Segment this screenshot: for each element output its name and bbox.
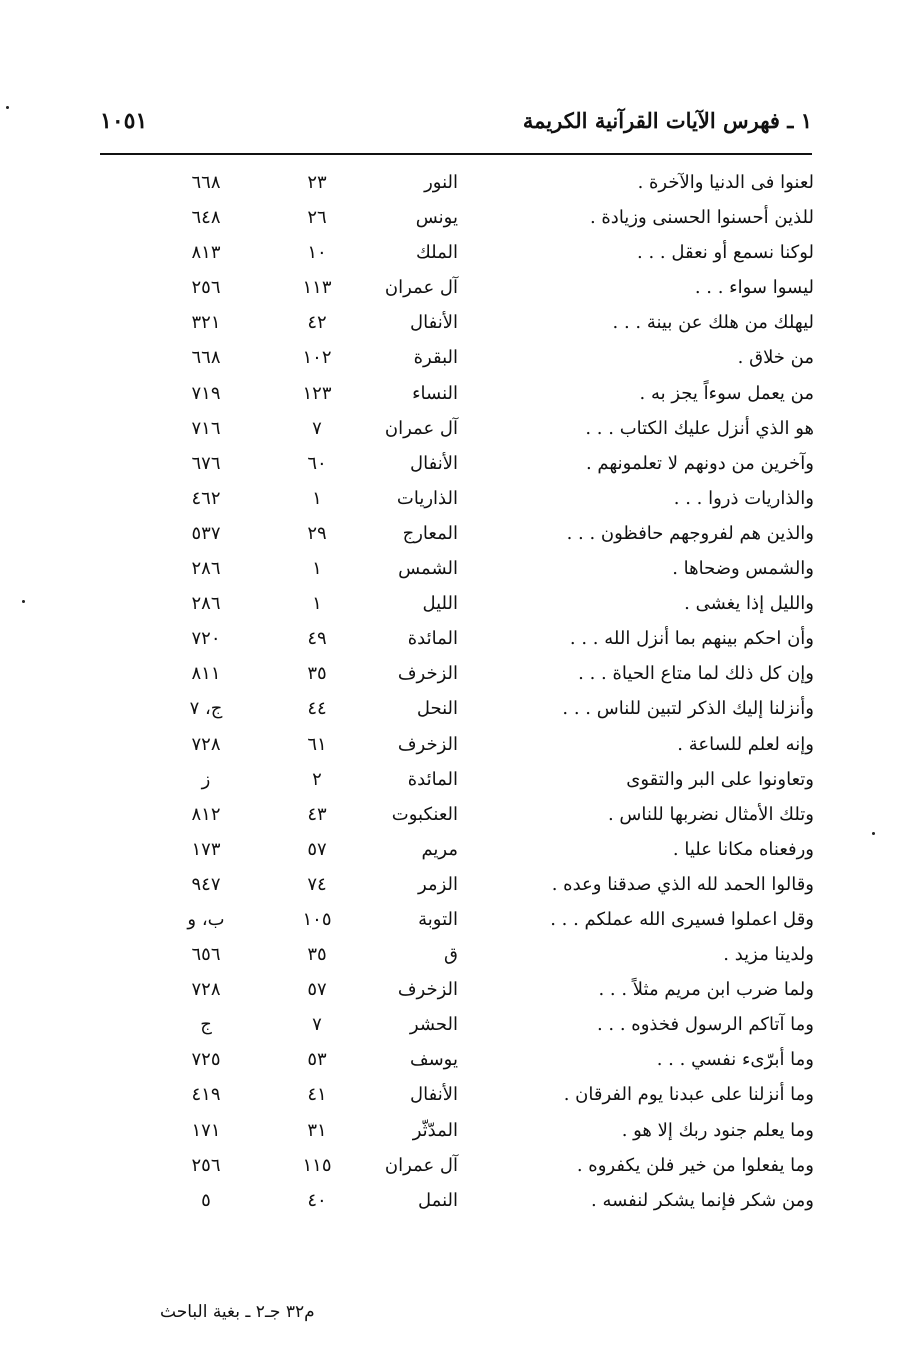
page-reference: ٦٤٨ bbox=[191, 207, 221, 229]
ayah-number: ١٢٣ bbox=[302, 382, 332, 404]
page-reference: ٦٧٦ bbox=[191, 452, 221, 474]
surah-name: الشمس bbox=[398, 558, 458, 580]
page-reference: ٤١٩ bbox=[191, 1084, 221, 1106]
surah-name: المدّثّر bbox=[412, 1119, 458, 1141]
table-row bbox=[0, 343, 924, 378]
table-row bbox=[0, 624, 924, 659]
surah-name: البقرة bbox=[413, 347, 458, 369]
verse-text: والذاريات ذروا . . . bbox=[673, 487, 814, 509]
ayah-number: ٥٣ bbox=[307, 1049, 327, 1071]
verse-text: ولما ضرب ابن مريم مثلاً . . . bbox=[598, 979, 814, 1001]
verse-text: وإنه لعلم للساعة . bbox=[677, 733, 814, 755]
table-row bbox=[0, 1010, 924, 1045]
verse-text: وما آتاكم الرسول فخذوه . . . bbox=[596, 1014, 814, 1036]
verse-text: ولدينا مزيد . bbox=[723, 944, 814, 966]
table-row bbox=[0, 940, 924, 975]
ayah-number: ٤٠ bbox=[307, 1189, 327, 1211]
page-reference: ٢٨٦ bbox=[191, 558, 221, 580]
ayah-number: ١١٥ bbox=[302, 1154, 332, 1176]
table-row bbox=[0, 589, 924, 624]
table-row bbox=[0, 414, 924, 449]
table-row bbox=[0, 835, 924, 870]
surah-name: النمل bbox=[418, 1189, 458, 1211]
ayah-number: ٤١ bbox=[307, 1084, 327, 1106]
scan-speck bbox=[22, 600, 25, 603]
verse-text: وآخرين من دونهم لا تعلمونهم . bbox=[585, 452, 814, 474]
verse-text: وتلك الأمثال نضربها للناس . bbox=[607, 803, 814, 825]
surah-name: الحشر bbox=[409, 1014, 458, 1036]
table-row bbox=[0, 168, 924, 203]
page-reference: ٤٦٢ bbox=[191, 487, 221, 509]
page-reference: ج، ٧ bbox=[189, 698, 223, 720]
verse-text: ليهلك من هلك عن بينة . . . bbox=[612, 312, 814, 334]
verse-text: وتعاونوا على البر والتقوى bbox=[626, 768, 814, 790]
table-row bbox=[0, 449, 924, 484]
ayah-number: ٧ bbox=[312, 1014, 322, 1036]
surah-name: الملك bbox=[415, 242, 458, 264]
verse-text: والليل إذا يغشى . bbox=[684, 593, 814, 615]
verse-text: وما أبرّىء نفسي . . . bbox=[656, 1049, 814, 1071]
surah-name: المائدة bbox=[407, 768, 458, 790]
verse-text: ليسوا سواء . . . bbox=[694, 277, 814, 299]
surah-name: الزخرف bbox=[397, 979, 458, 1001]
table-row bbox=[0, 484, 924, 519]
verse-text: لوكنا نسمع أو نعقل . . . bbox=[637, 242, 814, 264]
page-reference: ٧٢٨ bbox=[191, 733, 221, 755]
surah-name: آل عمران bbox=[384, 417, 458, 439]
verse-text: ورفعناه مكانا عليا . bbox=[672, 838, 814, 860]
surah-name: آل عمران bbox=[384, 1154, 458, 1176]
ayah-number: ٦١ bbox=[307, 733, 327, 755]
verse-text: من يعمل سوءاً يجز به . bbox=[639, 382, 814, 404]
scan-speck bbox=[872, 832, 875, 835]
verse-text: وما أنزلنا على عبدنا يوم الفرقان . bbox=[563, 1084, 814, 1106]
ayah-number: ٤٩ bbox=[307, 628, 327, 650]
table-row bbox=[0, 1186, 924, 1221]
ayah-number: ٣٥ bbox=[307, 944, 327, 966]
ayah-number: ٧٤ bbox=[307, 873, 327, 895]
verse-text: وأن احكم بينهم بما أنزل الله . . . bbox=[569, 628, 814, 650]
ayah-number: ١١٣ bbox=[302, 277, 332, 299]
table-row bbox=[0, 1080, 924, 1115]
surah-name: الزخرف bbox=[397, 733, 458, 755]
table-row bbox=[0, 1045, 924, 1080]
surah-name: النساء bbox=[412, 382, 458, 404]
verse-text: للذين أحسنوا الحسنى وزيادة . bbox=[589, 207, 814, 229]
ayah-number: ٢ bbox=[312, 768, 322, 790]
page-reference: ب، و bbox=[187, 908, 225, 930]
verse-text: من خلاق . bbox=[737, 347, 814, 369]
surah-name: التوبة bbox=[418, 908, 458, 930]
table-row bbox=[0, 554, 924, 589]
ayah-number: ٧ bbox=[312, 417, 322, 439]
page-reference: ٧١٩ bbox=[191, 382, 221, 404]
page-reference: ٢٥٦ bbox=[191, 277, 221, 299]
page-reference: ١٧٣ bbox=[191, 838, 221, 860]
ayah-number: ٢٦ bbox=[307, 207, 327, 229]
ayah-number: ٤٤ bbox=[307, 698, 327, 720]
scan-speck bbox=[6, 106, 9, 109]
page-reference: ٦٦٨ bbox=[191, 347, 221, 369]
ayah-number: ١ bbox=[312, 558, 322, 580]
page-reference: ٢٥٦ bbox=[191, 1154, 221, 1176]
surah-name: النحل bbox=[416, 698, 458, 720]
ayah-number: ٢٣ bbox=[307, 172, 327, 193]
ayah-number: ٣٥ bbox=[307, 663, 327, 685]
page-reference: ٧٢٠ bbox=[191, 628, 221, 650]
page-reference: ٦٦٨ bbox=[191, 172, 221, 193]
ayah-number: ١ bbox=[312, 487, 322, 509]
verse-index-table bbox=[0, 168, 924, 1221]
surah-name: يوسف bbox=[409, 1049, 458, 1071]
table-row bbox=[0, 308, 924, 343]
header-divider bbox=[100, 153, 812, 155]
table-row bbox=[0, 519, 924, 554]
ayah-number: ٥٧ bbox=[307, 979, 327, 1001]
table-row bbox=[0, 379, 924, 414]
verse-text: هو الذي أنزل عليك الكتاب . . . bbox=[585, 417, 814, 439]
surah-name: الأنفال bbox=[410, 1084, 458, 1106]
table-row bbox=[0, 765, 924, 800]
page-reference: ٩٤٧ bbox=[191, 873, 221, 895]
page-reference: ٨١١ bbox=[191, 663, 221, 685]
page-reference: ٥٣٧ bbox=[191, 522, 221, 544]
verse-text: والذين هم لفروجهم حافظون . . . bbox=[566, 522, 814, 544]
page-reference: ١٧١ bbox=[191, 1119, 221, 1141]
verse-text: وأنزلنا إليك الذكر لتبين للناس . . . bbox=[562, 698, 814, 720]
verse-text: لعنوا فى الدنيا والآخرة . bbox=[637, 172, 814, 193]
table-row bbox=[0, 905, 924, 940]
page-reference: ٦٥٦ bbox=[191, 944, 221, 966]
table-row bbox=[0, 203, 924, 238]
verse-text: وإن كل ذلك لما متاع الحياة . . . bbox=[578, 663, 814, 685]
surah-name: الليل bbox=[422, 593, 458, 615]
page-reference: ٥ bbox=[201, 1189, 211, 1211]
page-reference: ٣٢١ bbox=[191, 312, 221, 334]
verse-text: وما يعلم جنود ربك إلا هو . bbox=[621, 1119, 814, 1141]
table-row bbox=[0, 659, 924, 694]
verse-text: ومن شكر فإنما يشكر لنفسه . bbox=[591, 1189, 814, 1211]
ayah-number: ١٠ bbox=[307, 242, 327, 264]
verse-text: وقالوا الحمد لله الذي صدقنا وعده . bbox=[551, 873, 814, 895]
table-row bbox=[0, 975, 924, 1010]
page-reference: ز bbox=[201, 768, 211, 790]
ayah-number: ١ bbox=[312, 593, 322, 615]
ayah-number: ٤٢ bbox=[307, 312, 327, 334]
surah-name: الذاريات bbox=[396, 487, 458, 509]
table-row bbox=[0, 1151, 924, 1186]
table-row bbox=[0, 870, 924, 905]
table-row bbox=[0, 1116, 924, 1151]
page-reference: ج bbox=[200, 1014, 212, 1036]
page-number: ١٠٥١ bbox=[100, 108, 148, 134]
table-row bbox=[0, 238, 924, 273]
surah-name: يونس bbox=[415, 207, 458, 229]
table-row bbox=[0, 273, 924, 308]
surah-name: ق bbox=[444, 944, 458, 966]
verse-text: والشمس وضحاها . bbox=[672, 558, 814, 580]
ayah-number: ٦٠ bbox=[307, 452, 327, 474]
surah-name: المعارج bbox=[402, 522, 458, 544]
footer-signature-note: م٣٢ جـ٢ ـ بغية الباحث bbox=[160, 1302, 315, 1322]
ayah-number: ٥٧ bbox=[307, 838, 327, 860]
table-row bbox=[0, 730, 924, 765]
page-reference: ٧٢٨ bbox=[191, 979, 221, 1001]
page-title: ١ ـ فهرس الآيات القرآنية الكريمة bbox=[522, 108, 812, 133]
page-reference: ٨١٢ bbox=[191, 803, 221, 825]
surah-name: الأنفال bbox=[410, 312, 458, 334]
verse-text: وما يفعلوا من خير فلن يكفروه . bbox=[576, 1154, 814, 1176]
page-reference: ٨١٣ bbox=[191, 242, 221, 264]
ayah-number: ١٠٢ bbox=[302, 347, 332, 369]
surah-name: العنكبوت bbox=[391, 803, 458, 825]
page-reference: ٧٢٥ bbox=[191, 1049, 221, 1071]
ayah-number: ٢٩ bbox=[307, 522, 327, 544]
ayah-number: ٣١ bbox=[307, 1119, 327, 1141]
page-reference: ٧١٦ bbox=[191, 417, 221, 439]
surah-name: الأنفال bbox=[410, 452, 458, 474]
surah-name: مريم bbox=[421, 838, 458, 860]
page-reference: ٢٨٦ bbox=[191, 593, 221, 615]
verse-text: وقل اعملوا فسيرى الله عملكم . . . bbox=[550, 908, 814, 930]
table-row bbox=[0, 694, 924, 729]
surah-name: الزخرف bbox=[397, 663, 458, 685]
surah-name: المائدة bbox=[407, 628, 458, 650]
surah-name: النور bbox=[424, 172, 458, 193]
ayah-number: ١٠٥ bbox=[302, 908, 332, 930]
table-row bbox=[0, 800, 924, 835]
surah-name: آل عمران bbox=[384, 277, 458, 299]
ayah-number: ٤٣ bbox=[307, 803, 327, 825]
surah-name: الزمر bbox=[418, 873, 458, 895]
